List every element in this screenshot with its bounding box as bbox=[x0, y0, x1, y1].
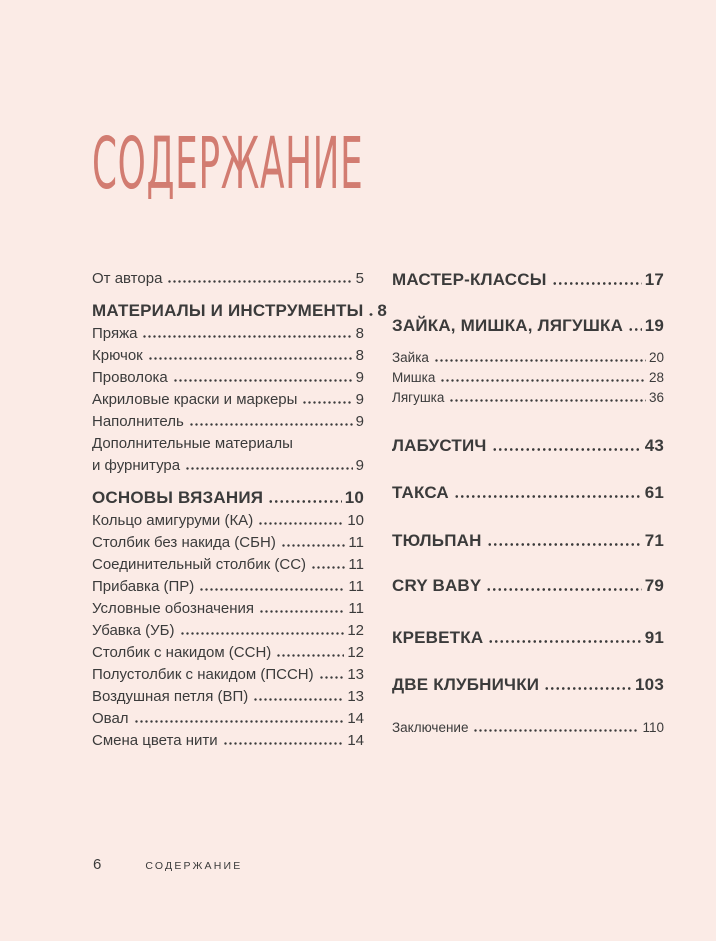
folio-page-number: 6 bbox=[93, 856, 102, 873]
toc-entry bbox=[392, 673, 664, 697]
toc-leader-dots bbox=[454, 495, 642, 498]
toc-leader-dots bbox=[628, 328, 642, 331]
toc-entry-label: Крючок bbox=[92, 347, 143, 364]
toc-entry-label: ЗАЙКА, МИШКА, ЛЯГУШКА bbox=[392, 316, 624, 335]
toc-entry-label: Зайка bbox=[392, 350, 429, 365]
toc-entry-page: 11 bbox=[348, 556, 364, 573]
toc-leader-dots bbox=[276, 654, 344, 657]
toc-entry-page: 79 bbox=[644, 576, 664, 595]
toc-entry-page: 28 bbox=[648, 370, 664, 385]
toc-entry bbox=[92, 532, 364, 554]
toc-leader-dots bbox=[544, 687, 632, 690]
toc-entry-label: Мишка bbox=[392, 370, 436, 385]
toc-entry-label: Наполнитель bbox=[92, 413, 184, 430]
toc-entry-label: ЛАБУСТИЧ bbox=[392, 436, 487, 455]
toc-entry bbox=[392, 481, 664, 505]
toc-entry bbox=[392, 348, 664, 368]
toc-entry-label: От автора bbox=[92, 270, 163, 287]
toc-entry-label: ТАКСА bbox=[392, 483, 449, 502]
toc-entry-page: 61 bbox=[644, 483, 664, 502]
toc-leader-dots bbox=[142, 335, 352, 338]
toc-entry-page: 14 bbox=[347, 732, 364, 749]
toc-entry bbox=[92, 664, 364, 686]
toc-entry bbox=[392, 388, 664, 408]
toc-entry bbox=[92, 455, 364, 477]
page-title: СОДЕРЖАНИЕ bbox=[92, 122, 364, 206]
toc-entry bbox=[392, 368, 664, 388]
toc-entry bbox=[92, 686, 364, 708]
toc-entry-label: КРЕВЕТКА bbox=[392, 628, 484, 647]
toc-entry-page: 8 bbox=[377, 301, 388, 320]
toc-leader-dots bbox=[368, 313, 374, 316]
toc-leader-dots bbox=[449, 399, 646, 402]
toc-leader-dots bbox=[199, 588, 345, 591]
toc-entry-label: Смена цвета нити bbox=[92, 732, 218, 749]
toc-entry-label: Проволока bbox=[92, 369, 168, 386]
running-header-label: СОДЕРЖАНИЕ bbox=[145, 860, 243, 872]
toc-leader-dots bbox=[302, 401, 352, 404]
toc-entry-label: Овал bbox=[92, 710, 129, 727]
toc-leader-dots bbox=[253, 698, 344, 701]
toc-entry-page: 11 bbox=[348, 578, 364, 595]
toc-leader-dots bbox=[180, 632, 345, 635]
toc-entry bbox=[92, 345, 364, 367]
toc-entry-label: Столбик с накидом (ССН) bbox=[92, 644, 272, 661]
toc-leader-dots bbox=[486, 588, 641, 591]
toc-entry bbox=[392, 626, 664, 650]
toc-entry bbox=[92, 323, 364, 345]
toc-entry-label: МАТЕРИАЛЫ И ИНСТРУМЕНТЫ bbox=[92, 301, 364, 320]
toc-leader-dots bbox=[185, 467, 353, 470]
toc-entry-label: Акриловые краски и маркеры bbox=[92, 391, 298, 408]
toc-entry-page: 14 bbox=[347, 710, 364, 727]
toc-entry-page: 11 bbox=[348, 600, 364, 617]
toc-leader-dots bbox=[488, 640, 641, 643]
toc-entry bbox=[392, 434, 664, 458]
toc-leader-dots bbox=[148, 357, 353, 360]
toc-leader-dots bbox=[492, 448, 642, 451]
toc-entry bbox=[92, 598, 364, 620]
toc-entry bbox=[392, 314, 664, 338]
toc-entry-page: 10 bbox=[347, 512, 364, 529]
page-footer bbox=[93, 856, 242, 873]
toc-entry-page: 8 bbox=[355, 347, 364, 364]
toc-entry-page: 36 bbox=[648, 390, 664, 405]
toc-leader-dots bbox=[268, 500, 342, 503]
toc-entry-label: ТЮЛЬПАН bbox=[392, 531, 482, 550]
toc-entry bbox=[92, 411, 364, 433]
toc-entry-label: Воздушная петля (ВП) bbox=[92, 688, 249, 705]
toc-entry bbox=[92, 708, 364, 730]
toc-entry bbox=[92, 510, 364, 532]
toc-entry-label: Полустолбик с накидом (ПССН) bbox=[92, 666, 314, 683]
toc-entry-page: 13 bbox=[347, 688, 364, 705]
toc-leader-dots bbox=[487, 543, 642, 546]
toc-leader-dots bbox=[473, 729, 639, 732]
toc-leader-dots bbox=[173, 379, 353, 382]
toc-entry-label: ОСНОВЫ ВЯЗАНИЯ bbox=[92, 488, 264, 507]
toc-entry-label: Дополнительные материалы bbox=[92, 435, 293, 452]
toc-entry bbox=[392, 574, 664, 598]
toc-leader-dots bbox=[311, 566, 345, 569]
toc-left-column bbox=[92, 268, 388, 752]
toc-entry-label: Лягушка bbox=[392, 390, 445, 405]
toc-leader-dots bbox=[259, 610, 345, 613]
toc-entry bbox=[92, 433, 364, 455]
toc-entry-page: 20 bbox=[648, 350, 664, 365]
toc-leader-dots bbox=[189, 423, 353, 426]
toc-entry-label: Соединительный столбик (СС) bbox=[92, 556, 307, 573]
toc-entry bbox=[92, 730, 364, 752]
toc-entry bbox=[92, 389, 364, 411]
toc-entry bbox=[392, 529, 664, 553]
toc-entry-label: Пряжа bbox=[92, 325, 138, 342]
toc-entry-page: 71 bbox=[644, 531, 664, 550]
toc-entry bbox=[92, 268, 364, 290]
toc-leader-dots bbox=[223, 742, 345, 745]
toc-entry bbox=[92, 576, 364, 598]
toc-entry-label: Прибавка (ПР) bbox=[92, 578, 195, 595]
toc-entry-label: Убавка (УБ) bbox=[92, 622, 175, 639]
toc-entry-page: 19 bbox=[644, 316, 664, 335]
toc-columns bbox=[92, 268, 664, 752]
toc-entry-page: 9 bbox=[355, 369, 364, 386]
toc-entry-page: 9 bbox=[355, 391, 364, 408]
toc-entry-page: 9 bbox=[355, 457, 364, 474]
toc-leader-dots bbox=[258, 522, 344, 525]
toc-entry-label: CRY BABY bbox=[392, 576, 482, 595]
toc-entry-page: 17 bbox=[644, 270, 664, 289]
toc-entry-label: Заключение bbox=[392, 720, 469, 735]
toc-leader-dots bbox=[167, 280, 352, 283]
toc-entry-label: МАСТЕР-КЛАССЫ bbox=[392, 270, 547, 289]
toc-entry-page: 5 bbox=[355, 270, 364, 287]
toc-entry-page: 9 bbox=[355, 413, 364, 430]
toc-entry-label: ДВЕ КЛУБНИЧКИ bbox=[392, 675, 540, 694]
toc-entry-page: 8 bbox=[355, 325, 364, 342]
toc-entry-page: 103 bbox=[635, 675, 664, 694]
toc-entry bbox=[92, 486, 364, 510]
toc-leader-dots bbox=[134, 720, 345, 723]
toc-entry bbox=[92, 620, 364, 642]
toc-leader-dots bbox=[434, 359, 646, 362]
toc-entry bbox=[92, 367, 364, 389]
toc-entry-page: 43 bbox=[644, 436, 664, 455]
toc-entry-label: и фурнитура bbox=[92, 457, 181, 474]
toc-right-column bbox=[392, 268, 664, 752]
toc-leader-dots bbox=[319, 676, 345, 679]
toc-leader-dots bbox=[440, 379, 646, 382]
toc-entry-page: 11 bbox=[348, 534, 364, 551]
toc-entry-label: Условные обозначения bbox=[92, 600, 255, 617]
toc-leader-dots bbox=[281, 544, 346, 547]
toc-entry bbox=[392, 718, 664, 738]
toc-entry bbox=[92, 299, 388, 323]
toc-entry bbox=[92, 554, 364, 576]
toc-entry-page: 13 bbox=[347, 666, 364, 683]
toc-entry-page: 110 bbox=[642, 720, 664, 735]
toc-entry-page: 10 bbox=[344, 488, 364, 507]
toc-entry-page: 12 bbox=[347, 622, 364, 639]
toc-entry-label: Кольцо амигуруми (КА) bbox=[92, 512, 254, 529]
toc-entry bbox=[92, 642, 364, 664]
toc-entry bbox=[392, 268, 664, 292]
toc-entry-page: 91 bbox=[644, 628, 664, 647]
toc-leader-dots bbox=[552, 282, 642, 285]
toc-entry-page: 12 bbox=[347, 644, 364, 661]
toc-entry-label: Столбик без накида (СБН) bbox=[92, 534, 276, 551]
